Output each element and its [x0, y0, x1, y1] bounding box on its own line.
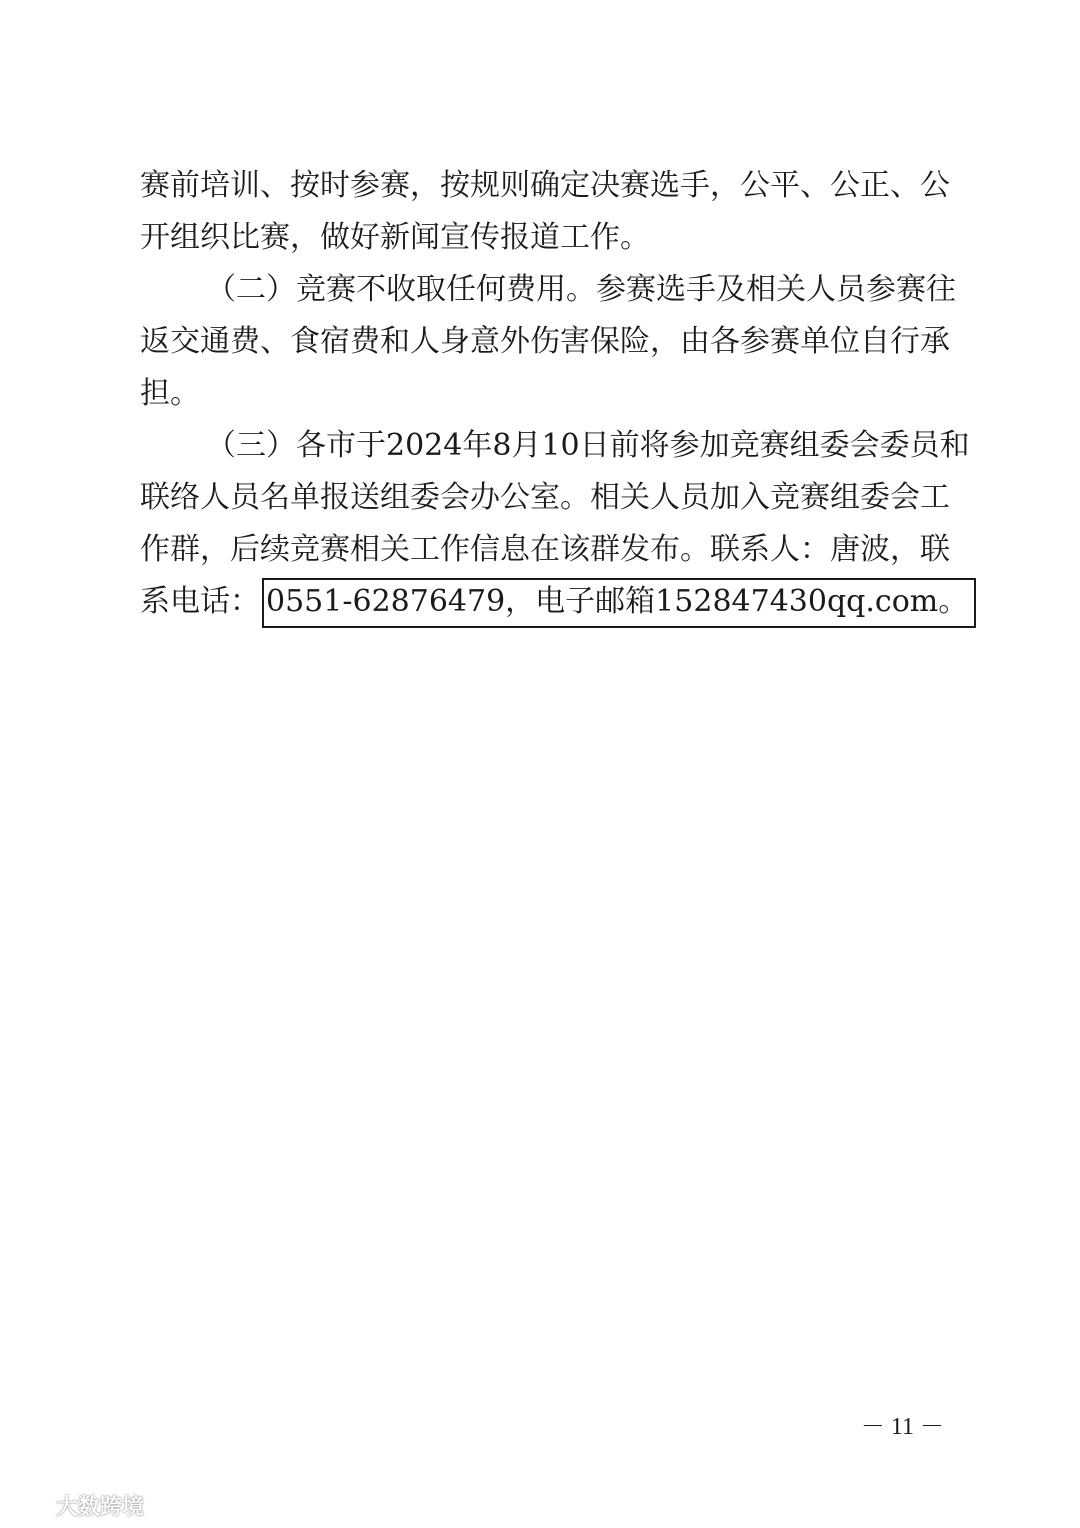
- paragraph-1-line-2: 开组织比赛，做好新闻宣传报道工作。: [140, 220, 650, 255]
- paragraph-1-line-1: 赛前培训、按时参赛，按规则确定决赛选手，公平、公正、公: [140, 168, 950, 203]
- watermark: [8, 1488, 144, 1522]
- paragraph-3-line-4: [140, 576, 969, 628]
- page-number: － 11 －: [860, 1414, 944, 1440]
- paragraph-2-line-1: （二）竞赛不收取任何费用。参赛选手及相关人员参赛往: [206, 272, 956, 307]
- document-body: [140, 160, 970, 628]
- paragraph-3-line-3: 作群，后续竞赛相关工作信息在该群发布。联系人：唐波，联: [140, 532, 950, 567]
- watermark-text: 大数跨境: [56, 1494, 145, 1520]
- paragraph-3-line-1: （三）各市于2024年8月10日前将参加竞赛组委会委员和: [206, 428, 970, 463]
- paragraph-2-line-3: 担。: [140, 376, 200, 411]
- logo-icon: [8, 1488, 50, 1522]
- contact-phone-label: 系电话：: [140, 584, 260, 619]
- paragraph-2-line-2: 返交通费、食宿费和人身意外伤害保险，由各参赛单位自行承: [140, 324, 950, 359]
- paragraph-3-line-2: 联络人员名单报送组委会办公室。相关人员加入竞赛组委会工: [140, 480, 950, 515]
- contact-info-box: 0551-62876479，电子邮箱152847430qq.com。: [262, 578, 976, 628]
